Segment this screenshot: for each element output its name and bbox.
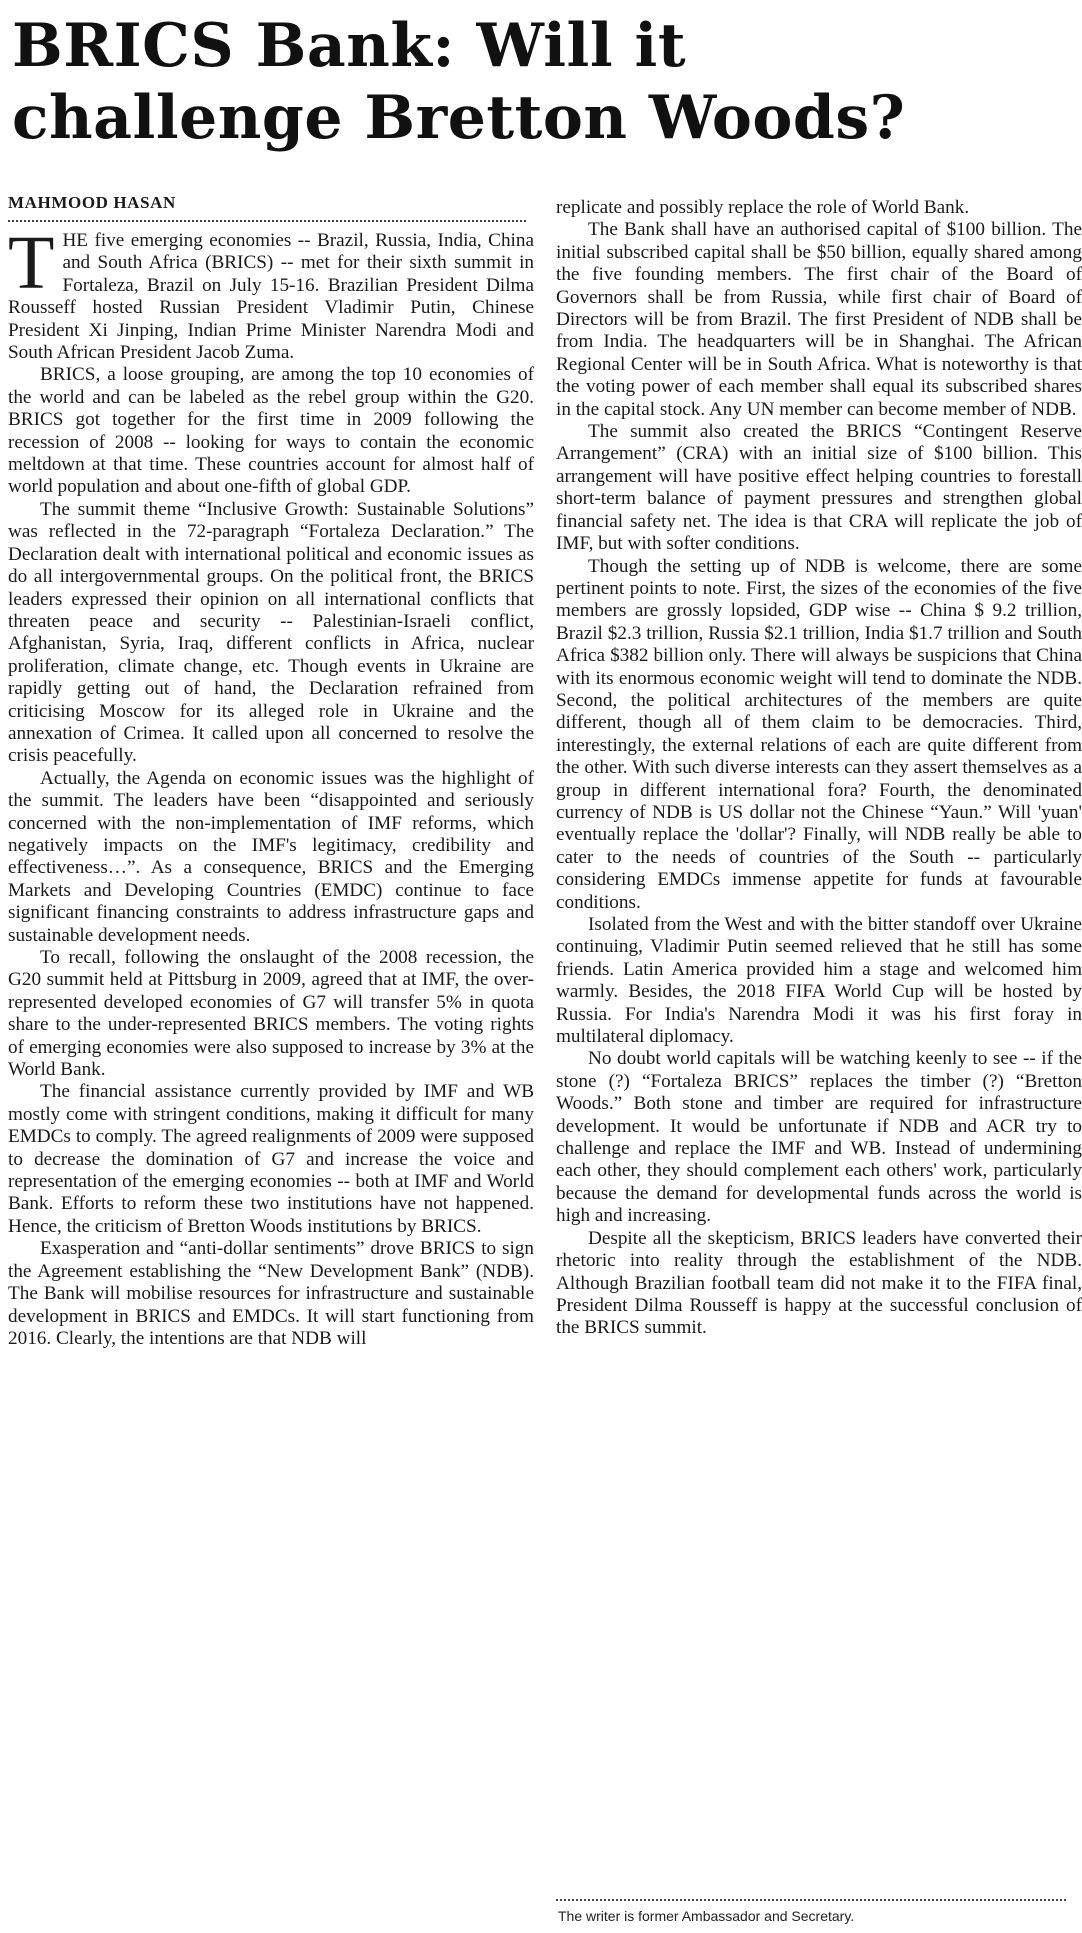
footer-divider — [556, 1899, 1066, 1901]
paragraph-7: Exasperation and “anti-dollar sentiments” drove BRICS to sign the Agreement establishing the “New Development Bank” (NDB). The Bank will mobilise resources for infrastructure and sustainable development in BRICS and EMDCs. It will start functioning from 2016. Clearly, the intentions are that NDB will — [8, 1238, 534, 1349]
byline-divider — [8, 220, 526, 222]
left-column — [8, 192, 534, 1350]
right-column — [556, 197, 1082, 1340]
paragraph-11: Isolated from the West and with the bitter standoff over Ukraine continuing, Vladimir Putin seemed relieved that he still has some friends. Latin America provided him a stage and welcomed him warmly. Besides, the 2018 FIFA World Cup will be hosted by Russia. For India's Narendra Modi it was his first foray in multilateral diplomacy. — [556, 914, 1082, 1048]
paragraph-5: To recall, following the onslaught of the 2008 recession, the G20 summit held at Pittsburg in 2009, agreed that at IMF, the over-represented developed economies of G7 will transfer 5% in quota share to the under-represented BRICS members. The voting rights of emerging economies were also supposed to increase by 3% at the World Bank. — [8, 947, 534, 1081]
paragraph-4: Actually, the Agenda on economic issues was the highlight of the summit. The leaders have been “disappointed and seriously concerned with the non-implementation of IMF reforms, which negatively impacts on the IMF's legitimacy, credibility and effectiveness…”. As a consequence, BRICS and the Emerging Markets and Developing Countries (EMDC) continue to face significant financing constraints to address infrastructure gaps and sustainable development needs. — [8, 767, 534, 946]
paragraph-6: The financial assistance currently provided by IMF and WB mostly come with stringent conditions, making it difficult for many EMDCs to comply. The agreed realignments of 2009 were supposed to decrease the domination of G7 and increase the voice and representation of the emerging economies -- both at IMF and World Bank. Efforts to reform these two institutions have not happened. Hence, the criticism of Bretton Woods institutions by BRICS. — [8, 1081, 534, 1237]
paragraph-2: BRICS, a loose grouping, are among the top 10 economies of the world and can be labeled as the rebel group within the G20. BRICS got together for the first time in 2009 following the recession of 2008 -- looking for ways to contain the economic meltdown at that time. These countries account for almost half of world population and about one-fifth of global GDP. — [8, 364, 534, 498]
paragraph-7-continued: replicate and possibly replace the role of World Bank. — [556, 197, 970, 218]
author-note: The writer is former Ambassador and Secretary. — [558, 1908, 855, 1924]
paragraph-10: Though the setting up of NDB is welcome, there are some pertinent points to note. First, the sizes of the economies of the five members are grossly lopsided, GDP wise -- China $ 9.2 trillion, Brazil $2.3 trillion, Russia $2.1 trillion, India $1.7 trillion and South Africa $382 billion only. There will always be suspicions that China with its enormous economic weight will tend to dominate the NDB. Second, the political architectures of the members are quite different, though all of them claim to be democracies. Third, interestingly, the external relations of each are quite different from the other. With such diverse interests can they assert themselves as a group in different international fora? Fourth, the denominated currency of NDB is US dollar not the Chinese “Yaun.” Will 'yuan' eventually replace the 'dollar'? Finally, will NDB really be able to cater to the needs of countries of the South -- particularly considering EMDCs immense appetite for funds at favourable conditions. — [556, 555, 1082, 913]
paragraph-8: The Bank shall have an authorised capital of $100 billion. The initial subscribed capital shall be $50 billion, equally shared among the five founding members. The first chair of the Board of Governors shall be from Russia, while first chair of Board of Directors will be from Brazil. The first President of NDB shall be from India. The headquarters will be in Shanghai. The African Regional Center will be in South Africa. What is noteworthy is that the voting power of each member shall equal its subscribed shares in the capital stock. Any UN member can become member of NDB. — [556, 219, 1082, 420]
paragraph-1 — [8, 221, 534, 364]
headline — [12, 10, 1072, 154]
headline-line-1: BRICS Bank: Will it — [12, 11, 687, 81]
paragraph-3: The summit theme “Inclusive Growth: Sustainable Solutions” was reflected in the 72-paragraph “Fortaleza Declaration.” The Declaration dealt with international political and economic issues as do all intergovernmental groups. On the political front, the BRICS leaders expressed their opinion on all international conflicts that threaten peace and security -- Palestinian-Israeli conflict, Afghanistan, Syria, Iraq, different conflicts in Africa, nuclear proliferation, climate change, etc. Though events in Ukraine are rapidly getting out of hand, the Declaration refrained from criticising Moscow for its alleged role in Ukraine and the annexation of Crimea. It called upon all concerned to resolve the crisis peacefully. — [8, 498, 534, 767]
paragraph-12: No doubt world capitals will be watching keenly to see -- if the stone (?) “Fortaleza BRICS” replaces the timber (?) “Bretton Woods.” Both stone and timber are required for infrastructure development. It would be unfortunate if NDB and ACR try to challenge and replace the IMF and WB. Instead of undermining each other, they should complement each others' work, particularly because the demand for developmental funds across the world is high and increasing. — [556, 1048, 1082, 1227]
headline-line-2: challenge Bretton Woods? — [12, 83, 906, 153]
paragraph-9: The summit also created the BRICS “Contingent Reserve Arrangement” (CRA) with an initial size of $100 billion. This arrangement will have positive effect helping countries to forestall short-term balance of payment pressures and strengthen global financial safety net. The idea is that CRA will replicate the job of IMF, but with softer conditions. — [556, 421, 1082, 555]
paragraph-13: Despite all the skepticism, BRICS leaders have converted their rhetoric into reality through the establishment of the NDB. Although Brazilian football team did not make it to the FIFA final, President Dilma Rousseff is happy at the successful conclusion of the BRICS summit. — [556, 1227, 1082, 1339]
byline: MAHMOOD HASAN — [8, 193, 176, 212]
dropcap: T — [8, 221, 55, 305]
paragraph-1-text: HE five emerging economies -- Brazil, Russia, India, China and South Africa (BRICS) -- met for their sixth summit in Fortaleza, Brazil on July 15-16. Brazilian President Dilma Rousseff hosted Russian President Vladimir Putin, Chinese President Xi Jinping, Indian Prime Minister Narendra Modi and South African President Jacob Zuma. — [8, 230, 534, 364]
